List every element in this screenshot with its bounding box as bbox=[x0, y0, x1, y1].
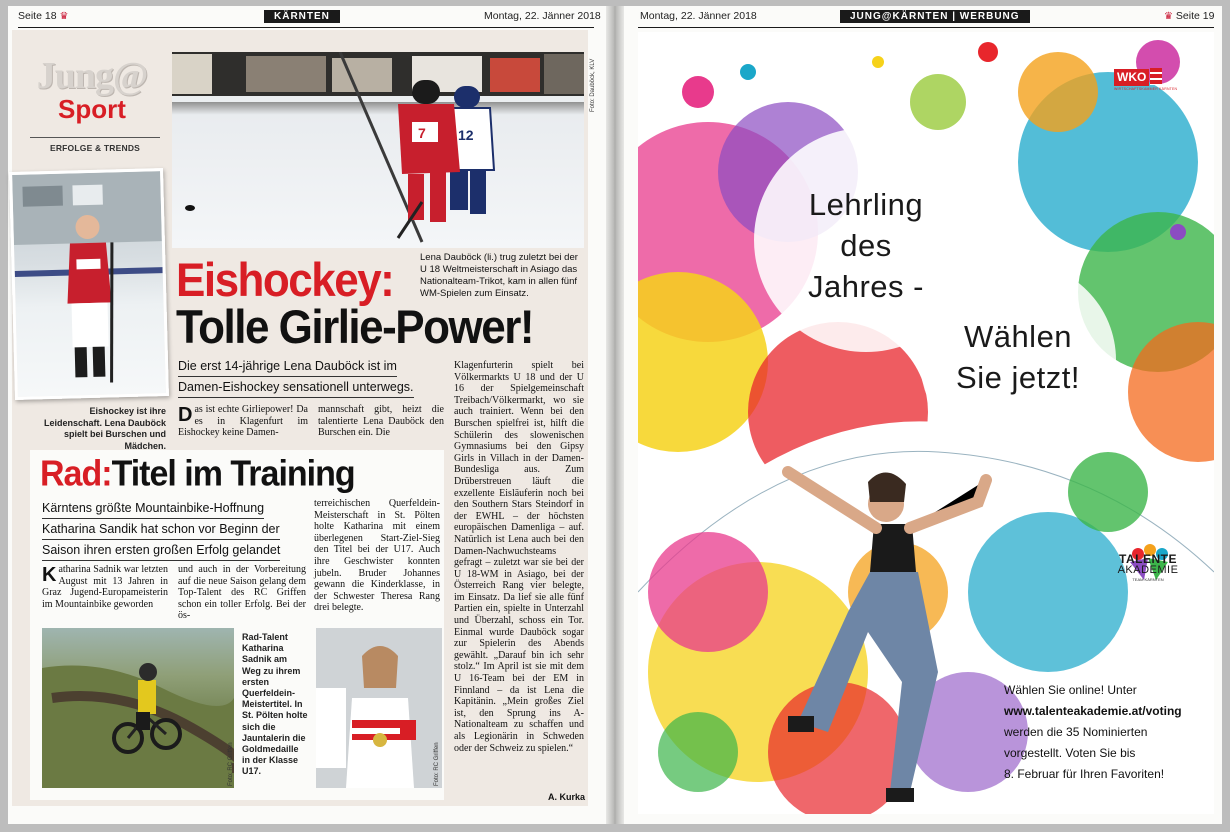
crown-icon: ♛ bbox=[1164, 11, 1173, 22]
hockey-photo bbox=[172, 52, 584, 248]
ad-headline-line-2: des bbox=[840, 228, 892, 263]
hockey-scene bbox=[172, 52, 584, 248]
rad-column-1 bbox=[42, 564, 168, 610]
ad-headline-line-3: Jahres - bbox=[808, 269, 924, 304]
right-page-number bbox=[1164, 10, 1214, 22]
hockey-deck-line-2: Damen-Eishockey sensationell unterwegs. bbox=[178, 377, 414, 398]
hockey-author: A. Kurka bbox=[548, 792, 586, 802]
hockey-photo-caption: Lena Dauböck (li.) trug zuletzt bei der U 18 Weltmeisterschaft in Asiago das Nationalteam-Trikot, kam in allen fünf WM-Spielen zum Einsatz. bbox=[420, 252, 578, 299]
brand-jung: Jung@ bbox=[36, 55, 148, 97]
rad-column-3: terreichischen Querfeldein-Meisterschaft in St. Pölten holte Katharina mit einem überlegenen Start-Ziel-Sieg den Titel bei der U17. Auch ihre Geschwister konnten jubeln. Bruder Johannes gewann die Kinderklasse, in der Schwester Theresa Rang drei belegte. bbox=[314, 498, 440, 614]
jung-sport-brand bbox=[22, 56, 162, 124]
wko-logo-letters: WKO bbox=[1114, 69, 1149, 86]
bike-photo-credit: Foto: RC Griffen bbox=[228, 742, 234, 786]
ad-headline-line-4: Wählen bbox=[963, 319, 1073, 354]
hockey-deck-line-1: Die erst 14-jährige Lena Dauböck ist im bbox=[178, 356, 397, 377]
hockey-photo-credit: Foto: Dauböck, KLV bbox=[590, 58, 596, 112]
hockey-headline-black: Tolle Girlie-Power! bbox=[176, 301, 533, 354]
ad-headline-bottom bbox=[928, 316, 1108, 398]
medal-scene bbox=[316, 628, 442, 788]
rad-headline-red: Rad: bbox=[40, 454, 112, 494]
left-page-number-text: Seite 18 bbox=[18, 10, 57, 22]
ad-info-line-1: Wählen Sie online! Unter bbox=[1004, 683, 1137, 697]
left-page-date: Montag, 22. Jänner 2018 bbox=[484, 10, 601, 22]
svg-text:12: 12 bbox=[458, 127, 474, 143]
hockey-deck bbox=[178, 356, 448, 398]
brand-sport: Sport bbox=[58, 94, 126, 124]
hockey-column-1-text: as ist echte Girliepower! Da es in Klagenfurt im Eishockey keine Damen- bbox=[178, 404, 308, 439]
portrait-caption: Eishockey ist ihre Leidenschaft. Lena Dauböck spielt bei Burschen und Mädchen. bbox=[43, 406, 166, 451]
wko-stripes-icon bbox=[1150, 68, 1162, 85]
svg-text:7: 7 bbox=[418, 125, 426, 141]
talente-akademie-logo bbox=[1112, 552, 1184, 582]
ad-info-line-2: werden die 35 Nominierten bbox=[1004, 725, 1148, 739]
ad-voting-info bbox=[1004, 680, 1182, 785]
hockey-column-1 bbox=[178, 404, 308, 439]
ad-headline-line-5: Sie jetzt! bbox=[956, 360, 1080, 395]
crown-icon: ♛ bbox=[59, 11, 69, 22]
ta-logo-line-3: TEAM KÄRNTEN bbox=[1132, 577, 1164, 582]
hockey-dropcap: D bbox=[178, 404, 193, 426]
ta-logo-line-1: TALENTE bbox=[1119, 552, 1177, 566]
portrait-photo bbox=[9, 168, 169, 400]
medal-photo-credit: Foto: RC Griffen bbox=[434, 742, 440, 786]
rad-deck-line-1: Kärntens größte Mountainbike-Hoffnung bbox=[42, 498, 264, 519]
right-page-number-text: Seite 19 bbox=[1175, 10, 1215, 22]
rad-column-1-text: atharina Sadnik war letzten August mit 13 Jahren in Graz Jugend-Europameisterin im Mountainbike geworden bbox=[42, 564, 168, 610]
rad-photo-caption: Rad-Talent Katharina Sadnik am Weg zu ihrem ersten Querfeldein-Meistertitel. In St. Pölten holte sich die Jauntalerin die Goldmedaille in der Klasse U17. bbox=[242, 632, 308, 777]
rad-deck bbox=[42, 498, 306, 561]
talente-akademie-ad bbox=[638, 32, 1214, 814]
brand-divider bbox=[30, 137, 160, 138]
wko-logo bbox=[1114, 68, 1180, 91]
left-page-number bbox=[18, 10, 68, 22]
bike-scene bbox=[42, 628, 234, 788]
left-header-rule bbox=[18, 27, 594, 28]
ad-voting-url[interactable]: www.talenteakademie.at/voting bbox=[1004, 704, 1182, 718]
medal-photo bbox=[316, 628, 442, 788]
right-page-date: Montag, 22. Jänner 2018 bbox=[640, 10, 757, 22]
hockey-column-2: mannschaft gibt, heizt die talentierte Lena Dauböck den Burschen ein. Die bbox=[318, 404, 444, 439]
hockey-column-3: Klagenfurterin spielt bei Völkermarkts U 18 und der U 16 der Spielgemeinschaft Treibach/Völkermarkt, wo sie auch trainiert. Wenn bei den Burschen spielfrei ist, hilft die Schülerin des slowenischen Gymnasiums bei den Gipsy Girls in Villach in der Damen-Bundesliga aus. Zum Drüberstreuen läuft die exzellente Eisläuferin noch bei den Southern Stars Steindorf in der EWHL – der höchsten europäischen Damenliga – auf. Natürlich ist Lena auch bei den Damen-Nachwuchsteams gefragt – zuletzt war sie bei der U 18-WM in Asiago, bei der Österreich Rang vier belegte, im Einsatz. Da lief sie alle fünf Partien ein, spielte in Unterzahl und Überzahl, schoss ein Tor. Einmal wurde Dauböck sogar zur Spielerin des Abends gewählt. „Darauf bin ich sehr stolz.“ Im April ist sie mit dem U 16-Team bei der EM in Finnland – da ist Lena die Kapitänin. „Mein großes Ziel ist, den Sprung ins A-Nationalteam zu schaffen und als Legionärin in Schweden oder der Schweiz zu spielen.“ bbox=[454, 360, 584, 754]
ad-headline-top bbox=[758, 184, 974, 307]
hockey-headline-red: Eishockey: bbox=[176, 254, 394, 307]
portrait-scene bbox=[12, 171, 166, 397]
rad-column-2: und auch in der Vorbereitung auf die neue Saison gelang dem Top-Talent des RC Griffen schon ein toller Erfolg. Bei der ös- bbox=[178, 564, 306, 622]
rad-headline bbox=[40, 454, 355, 495]
right-section-tag: JUNG@KÄRNTEN | WERBUNG bbox=[840, 10, 1030, 23]
bike-photo bbox=[42, 628, 234, 788]
rad-deck-line-2: Katharina Sandik hat schon vor Beginn der bbox=[42, 519, 280, 540]
right-header-rule bbox=[638, 27, 1214, 28]
ad-info-line-4: 8. Februar für Ihren Favoriten! bbox=[1004, 767, 1165, 781]
rad-headline-black: Titel im Training bbox=[111, 454, 355, 494]
wko-logo-subtitle: WIRTSCHAFTSKAMMER KÄRNTEN bbox=[1114, 87, 1178, 91]
page-gutter bbox=[606, 6, 624, 824]
ad-headline-line-1: Lehrling bbox=[808, 187, 924, 222]
rad-dropcap: K bbox=[42, 564, 57, 586]
left-section-tag: KÄRNTEN bbox=[264, 10, 340, 23]
brand-subtitle: ERFOLGE & TRENDS bbox=[49, 143, 141, 153]
ta-logo-line-2: AKADEMIE bbox=[1117, 564, 1179, 576]
rad-deck-line-3: Saison ihren ersten großen Erfolg gelandet bbox=[42, 540, 280, 561]
ad-info-line-3: vorgestellt. Voten Sie bis bbox=[1004, 746, 1136, 760]
